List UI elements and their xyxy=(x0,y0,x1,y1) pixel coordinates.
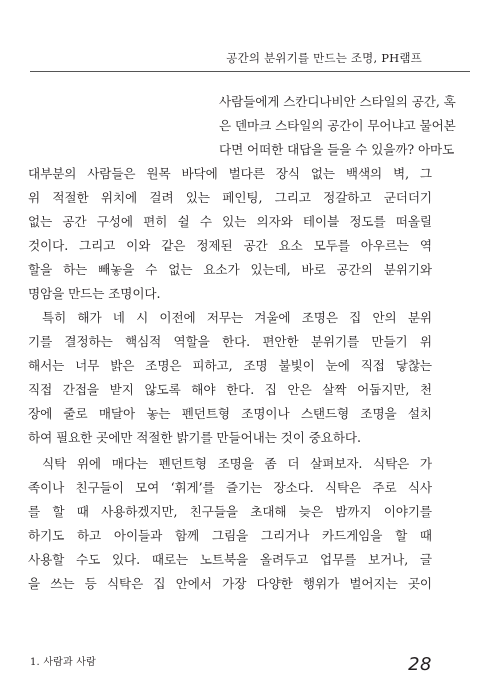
body-line: 식탁 위에 매다는 펜던트형 조명을 좀 더 살펴보자. 식탁은 가 xyxy=(42,456,432,471)
page-number: 28 xyxy=(408,654,432,675)
body-line: 할을 하는 빼놓을 수 없는 요소가 있는데, 바로 공간의 분위기와 xyxy=(28,262,432,277)
footer-section-label: 1. 사람과 사람 xyxy=(30,657,96,668)
body-line: 장에 줄로 매달아 놓는 펜던트형 조명이나 스탠드형 조명을 설치 xyxy=(28,406,432,421)
body-line: 족이나 친구들이 모여 ‘휘게’를 즐기는 장소다. 식탁은 주로 식사 xyxy=(28,480,432,495)
body-line: 을 쓰는 등 식탁은 집 안에서 가장 다양한 행위가 벌어지는 곳이 xyxy=(28,576,432,591)
body-line: 해서는 너무 밝은 조명은 피하고, 조명 불빛이 눈에 직접 닿찮는 xyxy=(28,358,432,373)
running-head-title: 공간의 분위기를 만드는 조명, PH램프 xyxy=(226,51,422,65)
body-line: 하기도 하고 아이들과 함께 그림을 그리거나 카드게임을 할 때 xyxy=(28,528,432,543)
header-divider xyxy=(30,71,470,72)
body-line: 기를 결정하는 핵심적 역할을 한다. 편안한 분위기를 만들기 위 xyxy=(28,334,432,349)
body-line: 것이다. 그리고 이와 같은 정제된 공간 요소 모두를 아우르는 역 xyxy=(28,238,432,253)
body-line: 은 덴마크 스타일의 공간이 무어냐고 물어본 xyxy=(219,118,456,133)
body-line: 하여 필요한 곳에만 적절한 밝기를 만들어내는 것이 중요하다. xyxy=(28,430,361,445)
body-line: 없는 공간 구성에 편히 쉴 수 있는 의자와 테이블 정도를 떠올릴 xyxy=(28,214,432,229)
body-line: 사람들에게 스칸디나비안 스타일의 공간, 혹 xyxy=(219,94,456,109)
body-line: 특히 해가 네 시 이전에 저무는 겨울에 조명은 집 안의 분위 xyxy=(42,310,432,325)
body-line: 위 적절한 위치에 걸려 있는 페인팅, 그리고 정갈하고 군더더기 xyxy=(28,190,432,205)
body-line: 다면 어떠한 대답을 들을 수 있을까? 아마도 xyxy=(219,142,455,157)
body-line: 를 할 때 사용하겠지만, 친구들을 초대해 늦은 밤까지 이야기를 xyxy=(28,504,432,519)
body-line: 직접 간접을 받지 않도록 해야 한다. 집 안은 살짝 어둡지만, 천 xyxy=(28,382,432,397)
body-line: 대부분의 사람들은 원목 바닥에 벌다른 장식 없는 백색의 벽, 그 xyxy=(28,166,432,181)
body-line: 명암을 만드는 조명이다. xyxy=(28,286,161,301)
body-line: 사용할 수도 있다. 때로는 노트북을 올려두고 업무를 보거나, 글 xyxy=(28,552,432,567)
